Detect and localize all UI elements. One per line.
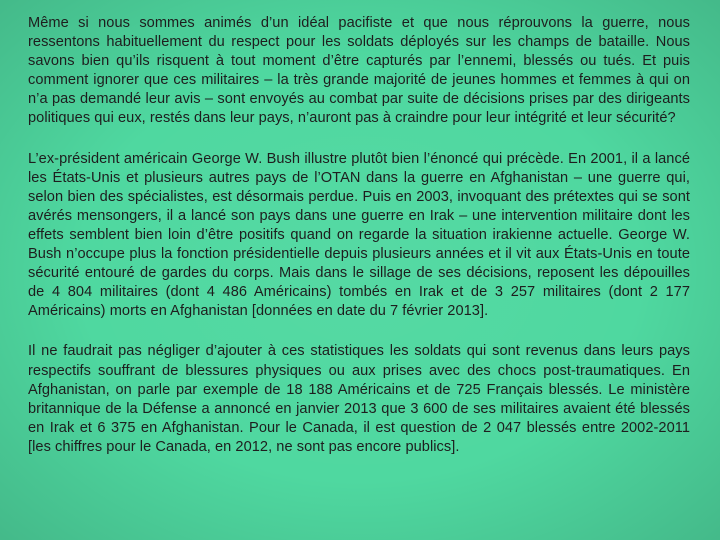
paragraph-george-w-bush: L’ex-président américain George W. Bush illustre plutôt bien l’énoncé qui précède. En 2001, il a lancé les États-Unis et plusieurs autres pays de l’OTAN dans la guerre en Afghanistan – une guerre qui, selon bien des spécialistes, est désormais perdue. Puis en 2003, invoquant des prétextes qui se sont avérés mensongers, il a lancé son pays dans une guerre en Irak – une intervention militaire dont les effets semblent bien loin d’être positifs quand on regarde la situation irakienne actuelle. George W. Bush n’occupe plus la fonction présidentielle depuis plusieurs années et il vit aux États-Unis en toute sécurité entouré de gardes du corps. Mais dans le sillage de ses décisions, reposent les dépouilles de 4 804 militaires (dont 4 486 Américains) tombés en Irak et de 3 257 militaires (dont 2 177 Américains) morts en Afghanistan [données en date du 7 février 2013]. (28, 150, 690, 320)
paragraph-wounded-statistics: Il ne faudrait pas négliger d’ajouter à ces statistiques les soldats qui sont revenus dans leurs pays respectifs souffrant de blessures physiques ou aux prises avec des chocs post-traumatiques. En Afghanistan, on parle par exemple de 18 188 Américains et de 725 Français blessés. Le ministère britannique de la Défense a annoncé en janvier 2013 que 3 600 de ses militaires avaient été blessés en Irak et 6 375 en Afghanistan. Pour le Canada, il est question de 2 047 blessés entre 2002-2011 [les chiffres pour le Canada, en 2012, ne sont pas encore publics]. (28, 343, 690, 455)
slide-text-box (28, 14, 690, 478)
paragraph-pacifist-respect: Même si nous sommes animés d’un idéal pacifiste et que nous réprouvons la guerre, nous ressentons habituellement du respect pour les soldats déployés sur les champs de bataille. Nous savons bien qu’ils risquent à tout moment d’être capturés par l’ennemi, blessés ou tués. Et puis comment ignorer que ces militaires – la très grande majorité de jeunes hommes et femmes à qui on n’a pas demandé leur avis – sont envoyés au combat par suite de décisions prises par des dirigeants politiques qui eux, restés dans leur pays, n’auront pas à craindre pour leur intégrité et leur sécurité? (28, 15, 690, 127)
